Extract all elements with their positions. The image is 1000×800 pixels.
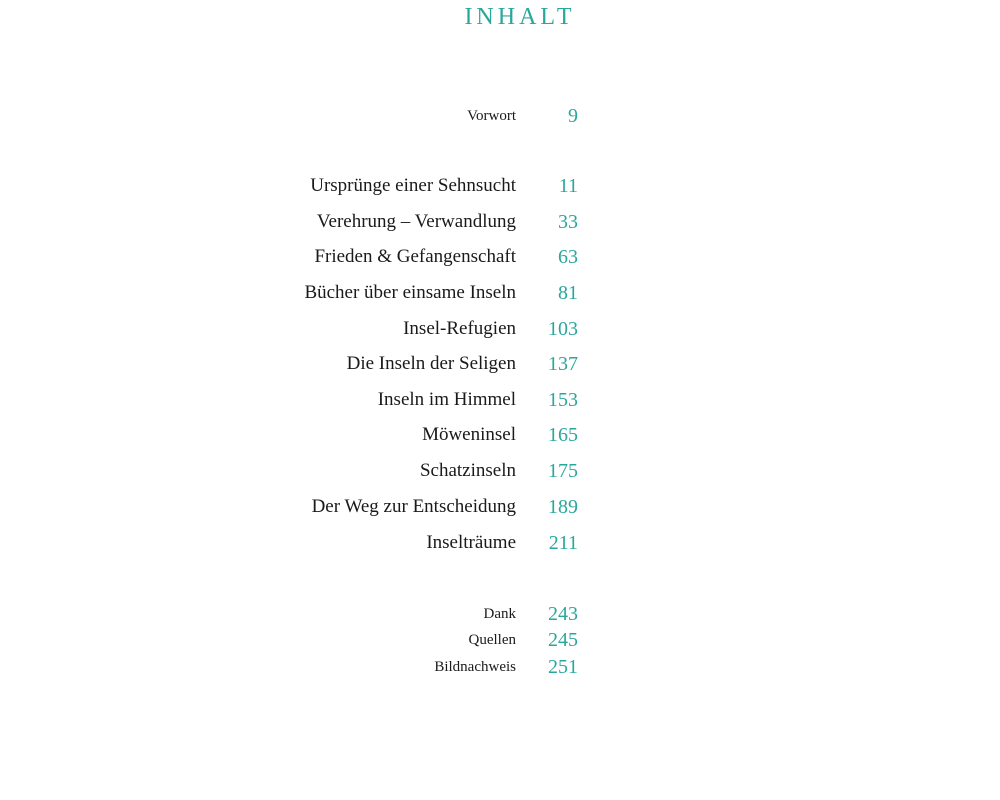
toc-entry-chapter[interactable]	[0, 309, 1000, 339]
toc-entry-label: Schatzinseln	[419, 460, 516, 481]
toc-entry-chapter[interactable]	[0, 166, 1000, 196]
toc-entry-chapter[interactable]	[0, 415, 1000, 445]
toc-entry-page-number: 211	[548, 532, 578, 554]
toc-entry-label: Möweninsel	[422, 424, 516, 445]
toc-entry-chapter[interactable]	[0, 523, 1000, 553]
toc-entry-page-number: 63	[558, 246, 578, 268]
toc-entry-page-number: 153	[548, 389, 578, 411]
toc-entry-page-number: 243	[548, 603, 578, 625]
toc-entry-label: Quellen	[468, 632, 516, 648]
toc-entry-chapter[interactable]	[0, 380, 1000, 410]
toc-entry-page-number: 245	[548, 629, 578, 651]
toc-entry-label: Der Weg zur Entscheidung	[311, 496, 516, 517]
page-title: INHALT	[464, 4, 576, 30]
toc-entry-label: Dank	[483, 606, 516, 622]
toc-entry-chapter[interactable]	[0, 202, 1000, 232]
toc-entry-label: Insel-Refugien	[403, 318, 516, 339]
toc-entry-label: Vorwort	[467, 108, 516, 124]
toc-entry-chapter[interactable]	[0, 451, 1000, 481]
toc-entry-label: Frieden & Gefangenschaft	[314, 246, 516, 267]
toc-entry-vorwort[interactable]	[0, 96, 1000, 126]
toc-entry-chapter[interactable]	[0, 487, 1000, 517]
toc-entry-page-number: 165	[548, 424, 578, 446]
toc-entry-quellen[interactable]	[0, 620, 1000, 650]
toc-entry-label: Bücher über einsame Inseln	[304, 282, 516, 303]
toc-entry-label: Bildnachweis	[434, 659, 516, 675]
toc-entry-bildnachweis[interactable]	[0, 647, 1000, 677]
toc-entry-page-number: 11	[558, 175, 578, 197]
toc-entry-page-number: 9	[568, 105, 578, 127]
toc-entry-page-number: 103	[548, 318, 578, 340]
toc-entry-label: Verehrung – Verwandlung	[316, 211, 516, 232]
toc-entry-page-number: 251	[548, 656, 578, 678]
toc-entry-chapter[interactable]	[0, 344, 1000, 374]
toc-entry-chapter[interactable]	[0, 273, 1000, 303]
toc-entry-label: Die Inseln der Seligen	[346, 353, 516, 374]
toc-entry-page-number: 81	[558, 282, 578, 304]
toc-entry-page-number: 175	[548, 460, 578, 482]
toc-entry-label: Inseln im Himmel	[377, 389, 516, 410]
toc-entry-page-number: 137	[548, 353, 578, 375]
toc-entry-label: Ursprünge einer Sehnsucht	[310, 175, 516, 196]
toc-entry-page-number: 33	[558, 211, 578, 233]
toc-entry-page-number: 189	[548, 496, 578, 518]
toc-entry-chapter[interactable]	[0, 237, 1000, 267]
toc-entry-label: Inselträume	[426, 532, 516, 553]
